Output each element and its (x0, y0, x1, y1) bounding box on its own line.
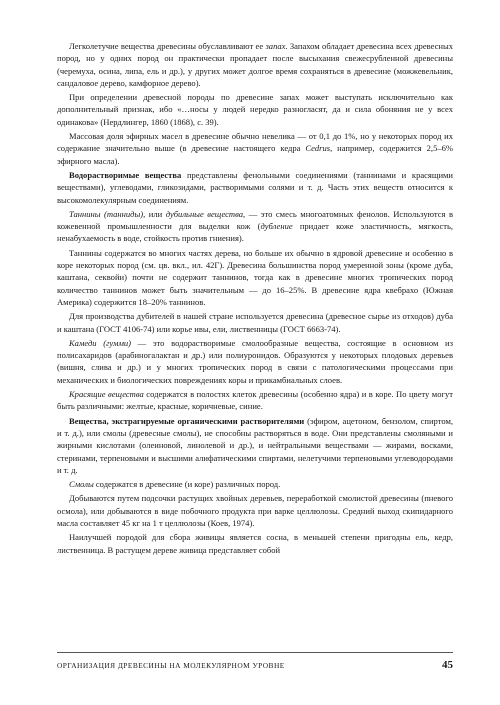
text-run: Для производства дубителей в нашей стране используется древесина (древесное сырье из отходов) дуба и каштана (ГОСТ 4106-74) или корье ивы, ели, лиственницы (ГОСТ 6663-74). (57, 311, 453, 334)
text-run: Таннины содержатся во многих частях дерева, но больше их обычно в ядровой древесине и особенно в коре некоторых пород (см. цв. вкл., ил. 42Г). Древесина большинства пород умеренной зоны (кроме дуба, каштана, секвойи) почти не содержит таннинов, тогда как в древесине многих тропических пород количество таннинов может быть значительным — до 16–25%. В древесине ядра квебрахо (Южная Америка) содержится 18–20% таннинов. (57, 247, 453, 307)
italic-term: Cedrus (305, 143, 331, 154)
body-text (57, 40, 453, 556)
paragraph (57, 169, 453, 206)
page-footer (57, 652, 453, 671)
italic-term: дубление (260, 221, 293, 232)
italic-term: Камеди (гумми) (69, 337, 132, 348)
running-head: ОРГАНИЗАЦИЯ ДРЕВЕСИНЫ НА МОЛЕКУЛЯРНОМ УРОВНЕ (57, 661, 285, 670)
paragraph (57, 337, 453, 386)
text-run: (эфиром, ацетоном, бензолом, спиртом, и т. д.), или смолы (древесные смолы), не способны растворяться в воде. Они представлены смоляными и жирными кислотами (олеиновой, линолевой и др.), и нейтральными веществами — жирами, восками, стеринами, терпеновыми и высшими алифатическими спиртами, нелетучими терпеновыми углеводородами и т. д. (57, 415, 453, 475)
italic-term: запах (265, 41, 286, 51)
italic-term: дубильные вещества (165, 208, 244, 219)
text-run: , — это смесь многоатомных фенолов. Используются в кожевенной промышленности для выделки кож ( (57, 208, 453, 232)
paragraph (57, 208, 453, 245)
text-run: . Запахом обладает древесина всех древесных пород, но у одних пород он практически пропадает после высыхания свежесрубленной древесины (черемуха, осина, липа, ель и др.), у других может долгое время сохраняться в древесине (можжевельник, сандаловое дерево, камфорное дерево). (57, 41, 453, 88)
text-run: , или (143, 208, 166, 219)
paragraph (57, 40, 453, 89)
italic-term: Смолы (69, 479, 94, 490)
bold-term: Водорастворимые вещества (69, 169, 182, 180)
text-run: содержатся в полостях клеток древесины (особенно ядра) и в коре. По цвету могут быть различными: желтые, красные, коричневые, синие. (57, 389, 453, 412)
text-run: Добываются путем подсочки растущих хвойных деревьев, переработкой смолистой древесины (пневого осмола), или добываются в виде побочного продукта при варке целлюлозы. Средний выход скипидарного масла составляет 45 кг на 1 т целлюлозы (Коев, 1974). (57, 493, 453, 528)
text-run: Наилучшей породой для сбора живицы является сосна, в меньшей степени пригодны ель, кедр, лиственница. В растущем дереве живица представляет собой (57, 532, 453, 555)
paragraph (57, 415, 453, 476)
paragraph (57, 91, 453, 128)
italic-term: Таннины (танниды) (69, 208, 144, 219)
paragraph (57, 492, 453, 529)
text-run: представлены фенольными соединениями (таннинами и красящими веществами), углеводами, гликозидами, растворимыми солями и т. д. Часть этих веществ относится к высокомолекулярным соединениям. (57, 169, 453, 205)
paragraph (57, 130, 453, 167)
page-number: 45 (442, 659, 453, 671)
text-run: Массовая доля эфирных масел в древесине обычно невелика — от 0,1 до 1%, но у некоторых пород их содержание значительно выше (в древесине настоящего кедра (57, 131, 453, 154)
text-run: , например, содержится 2,5–6% эфирного масла). (57, 143, 454, 166)
paragraph (57, 388, 453, 413)
paragraph (57, 478, 453, 490)
italic-term: Красящие вещества (69, 389, 144, 400)
paragraph (57, 531, 453, 556)
bold-term: Вещества, экстрагируемые органическими растворителями (69, 415, 305, 426)
text-run: придает коже эластичность, мягкость, ненабухаемость в воде, стойкость против гниения). (57, 221, 454, 244)
text-run: содержатся в древесине (и коре) различных пород. (93, 479, 281, 490)
text-run: При определении древесной породы по древесине запах может выступать исключительно как дополнительный признак, ибо «…носы у людей нередко разногласят, да и сила обоняния не у всех одинакова» (Нердлингер, 1860 (1868), с. 39). (57, 92, 453, 127)
paragraph (57, 310, 453, 335)
paragraph (57, 247, 453, 308)
text-run: Легколетучие вещества древесины обуславливают ее (69, 41, 266, 51)
text-run: — это водорастворимые смолообразные вещества, состоящие в основном из полисахаридов (арабиногалактан и др.) или полиуронидов. Образуются у некоторых плодовых деревьев (вишня, слива и др.) и у многих тропических пород в связи с патологическими процессами при механических и биологических повреждениях коры и прикамбиальных слоев. (57, 337, 454, 385)
